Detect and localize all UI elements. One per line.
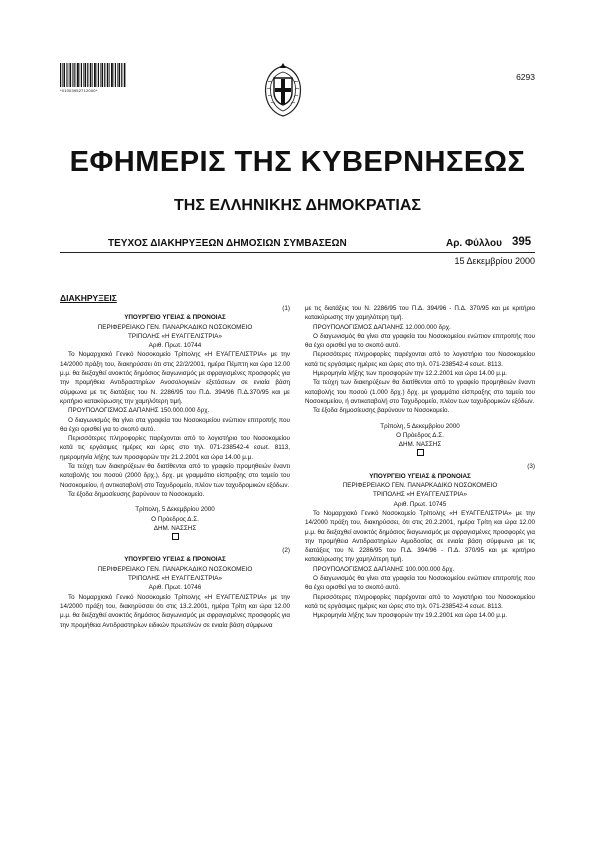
section-heading: ΔΙΑΚΗΡΥΞΕΙΣ bbox=[60, 293, 117, 303]
notice-protocol: Αριθ. Πρωτ. 10745 bbox=[393, 500, 447, 508]
notice-number: (1) bbox=[282, 305, 290, 312]
notice-budget: ΠΡΟΥΠΟΛΟΓΙΣΜΟΣ ΔΑΠΑΝΗΣ 12.000.000 δρχ. bbox=[313, 323, 451, 331]
masthead-subtitle: ΤΗΣ ΕΛΛΗΝΙΚΗΣ ΔΗΜΟΚΡΑΤΙΑΣ bbox=[174, 197, 421, 214]
notice-paragraph: Περισσότερες πληροφορίες παρέχονται από το λογιστήριο του Νοσοκομείου κατά τις εργάσιμες ημέρες και ώρες στο τηλ. 071-238542-4 εσωτ. 8113. bbox=[305, 593, 535, 610]
notice-protocol: Αριθ. Πρωτ. 10744 bbox=[148, 342, 202, 350]
notice-body: Το Νομαρχιακό Γενικό Νοσοκομείο Τρίπολης «Η ΕΥΑΓΓΕΛΙΣΤΡΙΑ» με την 14/2000 πράξη του, διακηρύσσει, ότι στις 20.2.2001, ημέρα Τρίτη και ώρα 12.00 μ.μ. θα διεξαχθεί ανοικτός δημόσιος διαγωνισμός με σφραγισμένες προσφορές για την προμήθεια Αντιδραστηρίων Αιμοδοσίας σε ενιαία βάση σύμφωνα με τις διατάξεις του Ν. 2286/95 του Π.Δ. 394/96 - Π.Δ. 370/95 και με κριτήριο κατακύρωσης την χαμηλότερη τιμή. bbox=[305, 509, 535, 564]
notice-signer-name: ΔΗΜ. ΝΑΣΣΗΣ bbox=[398, 441, 442, 449]
notice-continuation: με τις διατάξεις του Ν. 2286/95 του Π.Δ. 394/96 - Π.Δ. 370/95 και με κριτήριο κατακύρωσης την χαμηλότερη τιμή. bbox=[305, 305, 535, 322]
coat-of-arms-icon bbox=[258, 62, 308, 118]
right-column bbox=[305, 304, 535, 621]
sheet-number: 395 bbox=[512, 236, 532, 248]
notice-number: (2) bbox=[282, 547, 290, 555]
page-number: 6293 bbox=[516, 72, 535, 82]
notice-paragraph: Περισσότερες πληροφορίες παρέχονται από το λογιστήριο του Νοσοκομείου κατά τις εργάσιμες ημέρες και ώρες στο τηλ. 071-238542-4 εσωτ. 8113. bbox=[305, 351, 535, 368]
notice-paragraph: Ο διαγωνισμός θα γίνει στα γραφεία του Νοσοκομείου ενώπιον επιτροπής που θα έχει ορισθεί για το σκοπό αυτό. bbox=[305, 575, 535, 592]
end-mark-icon bbox=[417, 449, 424, 456]
notice-paragraph: Τα έξοδα δημοσίευσης βαρύνουν το Νοσοκομείο. bbox=[68, 490, 205, 498]
notice-place-date: Τρίπολη, 5 Δεκεμβρίου 2000 bbox=[135, 506, 215, 514]
notice-place-date: Τρίπολη, 5 Δεκεμβρίου 2000 bbox=[380, 422, 460, 430]
notice-deadline: Ημερομηνία λήξης των προσφορών την 19.2.2001 και ώρα 14.00 μ.μ. bbox=[313, 612, 508, 620]
notice-budget: ΠΡΟΥΠΟΛΟΓΙΣΜΟΣ ΔΑΠΑΝΗΣ 150.000.000 δρχ. bbox=[68, 407, 210, 415]
notice-signer-name: ΔΗΜ. ΝΑΣΣΗΣ bbox=[153, 524, 197, 532]
notice-city: ΤΡΙΠΟΛΗΣ «Η ΕΥΑΓΓΕΛΙΣΤΡΙΑ» bbox=[128, 575, 222, 583]
issue-date: 15 Δεκεμβρίου 2000 bbox=[454, 256, 535, 266]
barcode-text: *01003952712000* bbox=[60, 88, 98, 93]
notice-number: (3) bbox=[527, 463, 535, 471]
notice-ministry: ΥΠΟΥΡΓΕΙΟ ΥΓΕΙΑΣ & ΠΡΟΝΟΙΑΣ bbox=[369, 472, 471, 480]
notice-paragraph: Ο διαγωνισμός θα γίνει στα γραφεία του Νοσοκομείου ενώπιον επιτροπής που θα έχει ορισθεί για το σκοπό αυτό. bbox=[305, 332, 535, 350]
notice-body: Το Νομαρχιακό Γενικό Νοσοκομείο Τρίπολης «Η ΕΥΑΓΓΕΛΙΣΤΡΙΑ» με την 14/2000 πράξη του, διακηρύσσει ότι στις 22/2/2001, ημέρα Πέμπτη και ώρα 12.00 μ.μ. θα διεξαχθεί ανοικτός δημόσιος διαγωνισμός με σφραγισμένες προσφορές για την προμήθεια Αντιδραστηρίων Ανοσολογικών εξετάσεων σε ενιαία βάση σύμφωνα με τις διατάξεις του Ν. 2286/95 του Π.Δ. 394/96 Π.Δ.370/95 και με κριτήριο κατακύρωσης την χαμηλότερη τιμή. bbox=[60, 351, 290, 405]
notice-paragraph: Τα έξοδα δημοσίευσης βαρύνουν το Νοσοκομείο. bbox=[313, 407, 450, 415]
barcode-image bbox=[60, 63, 126, 87]
notice-city: ΤΡΙΠΟΛΗΣ «Η ΕΥΑΓΓΕΛΙΣΤΡΙΑ» bbox=[128, 332, 222, 340]
notice-signer-title: Ο Πρόεδρος Δ.Σ. bbox=[396, 431, 444, 439]
left-column bbox=[60, 292, 290, 630]
notice-paragraph: Περισσότερες πληροφορίες παρέχονται από το λογιστήριο του Νοσοκομείου κατά τις εργάσιμες ημέρες και ώρες στο τηλ. 071-238542-4 εσωτ. 8113, ημερομηνία λήξης των προσφορών την 21.2.2001 και ώρα 14.00 μ.μ. bbox=[60, 435, 290, 461]
notice-paragraph: Τα τεύχη των διακηρύξεων θα διατίθενται από το γραφείο προμηθειών έναντι καταβολής του ποσού (1.000 δρχ.) δρχ. με γραμμάτιο είσπραξης στο ταμείο του Νοσοκομείου, ή αντικαταβολή στο Ταχυδρομείο, πλέον των ταχυδρομικών εξόδων. bbox=[305, 379, 535, 405]
issue-series: ΤΕΥΧΟΣ ΔΙΑΚΗΡΥΞΕΩΝ ΔΗΜΟΣΙΩΝ ΣΥΜΒΑΣΕΩΝ bbox=[108, 238, 347, 249]
sheet-label: Αρ. Φύλλου bbox=[446, 238, 502, 249]
notice-ministry: ΥΠΟΥΡΓΕΙΟ ΥΓΕΙΑΣ & ΠΡΟΝΟΙΑΣ bbox=[124, 314, 226, 322]
notice-paragraph: Ο διαγωνισμός θα γίνει στα γραφεία του Νοσοκομείου ενώπιον επιτροπής που θα έχει ορισθεί για το σκοπό αυτό. bbox=[60, 416, 290, 433]
notice-hospital: ΠΕΡΙΦΕΡΕΙΑΚΟ ΓΕΝ. ΠΑΝΑΡΚΑΔΙΚΟ ΝΟΣΟΚΟΜΕΙΟ bbox=[342, 482, 498, 490]
notice-hospital: ΠΕΡΙΦΕΡΕΙΑΚΟ ΓΕΝ. ΠΑΝΑΡΚΑΔΙΚΟ ΝΟΣΟΚΟΜΕΙΟ bbox=[97, 565, 253, 573]
notice-deadline: Ημερομηνία λήξης των προσφορών την 12.2.2001 και ώρα 14.00 μ.μ. bbox=[313, 370, 508, 378]
notice-city: ΤΡΙΠΟΛΗΣ «Η ΕΥΑΓΓΕΛΙΣΤΡΙΑ» bbox=[373, 491, 467, 499]
notice-budget: ΠΡΟΥΠΟΛΟΓΙΣΜΟΣ ΔΑΠΑΝΗΣ 100.000.000 δρχ. bbox=[313, 565, 455, 573]
end-mark-icon bbox=[172, 533, 179, 540]
header-rule bbox=[60, 252, 535, 253]
notice-hospital: ΠΕΡΙΦΕΡΕΙΑΚΟ ΓΕΝ. ΠΑΝΑΡΚΑΔΙΚΟ ΝΟΣΟΚΟΜΕΙΟ bbox=[97, 323, 253, 331]
notice-paragraph: Τα τεύχη των διακηρύξεων θα διατίθενται από το γραφείο προμηθειών έναντι καταβολής του ποσού (2000 δρχ.), δρχ. με γραμμάτιο είσπραξης στο ταμείο του Νοσοκομείου, ή αντικαταβολή στο Ταχυδρομείο, πλέον των ταχυδρομικών εξόδων. bbox=[60, 463, 290, 489]
notice-body: Το Νομαρχιακό Γενικό Νοσοκομείο Τρίπολης «Η ΕΥΑΓΓΕΛΙΣΤΡΙΑ» με την 14/2000 πράξη του, διακηρύσσει ότι στις 13.2.2001, ημέρα Τρίτη και ώρα 12.00 μ.μ. θα διεξαχθεί ανοικτός δημόσιος διαγωνισμός με σφραγισμένες προσφορές για την προμήθεια Αντιδραστηρίων ειδικών πρωτεϊνών σε ενιαία βάση σύμφωνα bbox=[60, 593, 290, 629]
notice-protocol: Αριθ. Πρωτ. 10746 bbox=[148, 584, 202, 592]
masthead-title: ΕΦΗΜΕΡΙΣ ΤΗΣ ΚΥΒΕΡΝΗΣΕΩΣ bbox=[69, 146, 526, 178]
notice-signer-title: Ο Πρόεδρος Δ.Σ. bbox=[151, 515, 199, 523]
notice-ministry: ΥΠΟΥΡΓΕΙΟ ΥΓΕΙΑΣ & ΠΡΟΝΟΙΑΣ bbox=[124, 556, 226, 564]
